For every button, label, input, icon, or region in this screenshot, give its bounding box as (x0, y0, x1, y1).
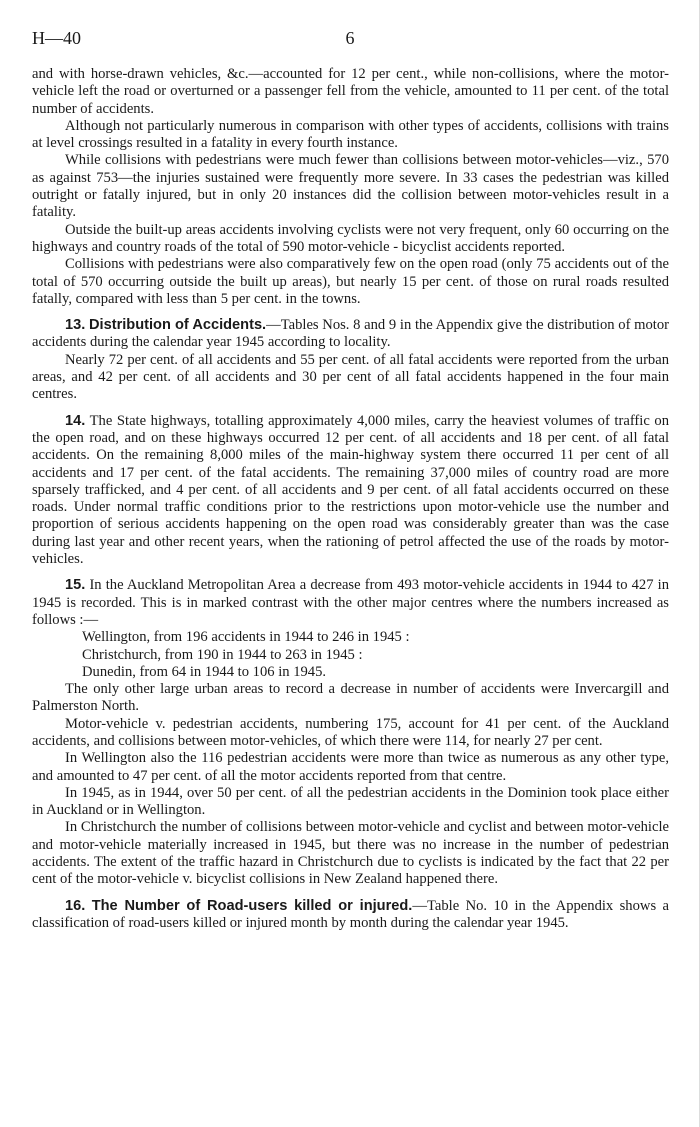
page-number: 6 (345, 28, 355, 48)
section-text: —Tables Nos. 8 and 9 in the Appendix give the distribution of motor accidents during the calendar year 1945 according to locality. (32, 317, 669, 351)
section-number: 15. (65, 577, 86, 594)
section-15 (32, 577, 669, 629)
section-14 (32, 413, 669, 569)
section-text: The State highways, totalling approximately 4,000 miles, carry the heaviest volumes of traffic on the open road, and on these highways occurred 12 per cent. of all accidents and 18 per cent. of all fatal accidents. On the remaining 8,000 miles of the main-highway system there occurred 11 per cent of all accidents and 17 per cent. of the fatal accidents. The remaining 37,000 miles of country road are more sparsely trafficked, and 4 per cent. of all accidents and 9 per cent. of all fatal accidents occurred on these roads. Under normal traffic conditions prior to the restrictions upon motor-vehicle use the number and proportion of serious accidents happening on the open road was considerably greater than was the case during last year and other recent years, when the rationing of petrol affected the use of the roads by motor-vehicles. (32, 412, 669, 568)
document-code: H—40 (32, 28, 81, 48)
paragraph: Collisions with pedestrians were also comparatively few on the open road (only 75 accidents out of the total of 570 occurring outside the built up areas), but nearly 15 per cent. of those on rural roads resulted fatally, compared with less than 5 per cent. in the towns. (32, 256, 669, 307)
paragraph: Outside the built-up areas accidents involving cyclists were not very frequent, only 60 occurring on the highways and country roads of the total of 590 motor-vehicle - bicyclist accidents reported. (32, 221, 669, 255)
section-16 (32, 898, 669, 933)
list-item: Dunedin, from 64 in 1944 to 106 in 1945. (82, 663, 327, 680)
page-header (32, 30, 668, 52)
section-heading: The Number of Road-users killed or injured. (91, 897, 413, 914)
paragraph: While collisions with pedestrians were much fewer than collisions between motor-vehicles—viz., 570 as against 753—the injuries sustained were frequently more severe. In 33 cases the pedestrian was killed outright or fatally injured, but in only 20 instances did the collision between motor-vehicles result in a fatality. (32, 152, 669, 221)
paragraph: In Christchurch the number of collisions between motor-vehicle and cyclist and between motor-vehicle and motor-vehicle materially increased in 1945, but there was no increase in the number of pedestrian accidents. The extent of the traffic hazard in Christchurch due to cyclists is indicated by the fact that 22 per cent of the motor-vehicle v. bicyclist collisions in New Zealand happened there. (32, 819, 669, 888)
paragraph: Motor-vehicle v. pedestrian accidents, numbering 175, account for 41 per cent. of the Auckland accidents, and collisions between motor-vehicles, of which there were 114, for nearly 27 per cent. (32, 715, 669, 749)
paragraph: and with horse-drawn vehicles, &c.—accounted for 12 per cent., while non-collisions, where the motor-vehicle left the road or overturned or a passenger fell from the vehicle, amounted to 11 per cent. of the total number of accidents. (32, 66, 669, 117)
paragraph: In 1945, as in 1944, over 50 per cent. of all the pedestrian accidents in the Dominion took place either in Auckland or in Wellington. (32, 784, 669, 819)
section-text: —Table No. 10 in the Appendix shows a classification of road-users killed or injured month by month during the calendar year 1945. (32, 897, 670, 931)
list-item: Wellington, from 196 accidents in 1944 to 246 in 1945 : (82, 629, 410, 646)
section-heading: Distribution of Accidents. (89, 317, 267, 334)
section-number: 16. (65, 897, 86, 914)
paragraph: In Wellington also the 116 pedestrian accidents were more than twice as numerous as any other type, and amounted to 47 per cent. of all the motor accidents reported from that centre. (32, 750, 669, 784)
paragraph: Nearly 72 per cent. of all accidents and 55 per cent. of all fatal accidents were reported from the urban areas, and 42 per cent. of all accidents and 30 per cent of all fatal accidents happened in the four main centres. (32, 351, 669, 403)
list-item: Christchurch, from 190 in 1944 to 263 in 1945 : (82, 646, 363, 663)
paragraph: The only other large urban areas to record a decrease in number of accidents were Invercargill and Palmerston North. (32, 681, 669, 715)
section-number: 13. (65, 317, 86, 334)
section-13 (32, 317, 669, 352)
section-text: In the Auckland Metropolitan Area a decrease from 493 motor-vehicle accidents in 1944 to 427 in 1945 is recorded. This is in marked contrast with the other major centres where the numbers increased as follows :— (32, 577, 669, 628)
section-number: 14. (65, 412, 86, 429)
document-body (32, 66, 669, 932)
paragraph: Although not particularly numerous in comparison with other types of accidents, collisions with trains at level crossings resulted in a fatality in every fourth instance. (32, 117, 669, 152)
